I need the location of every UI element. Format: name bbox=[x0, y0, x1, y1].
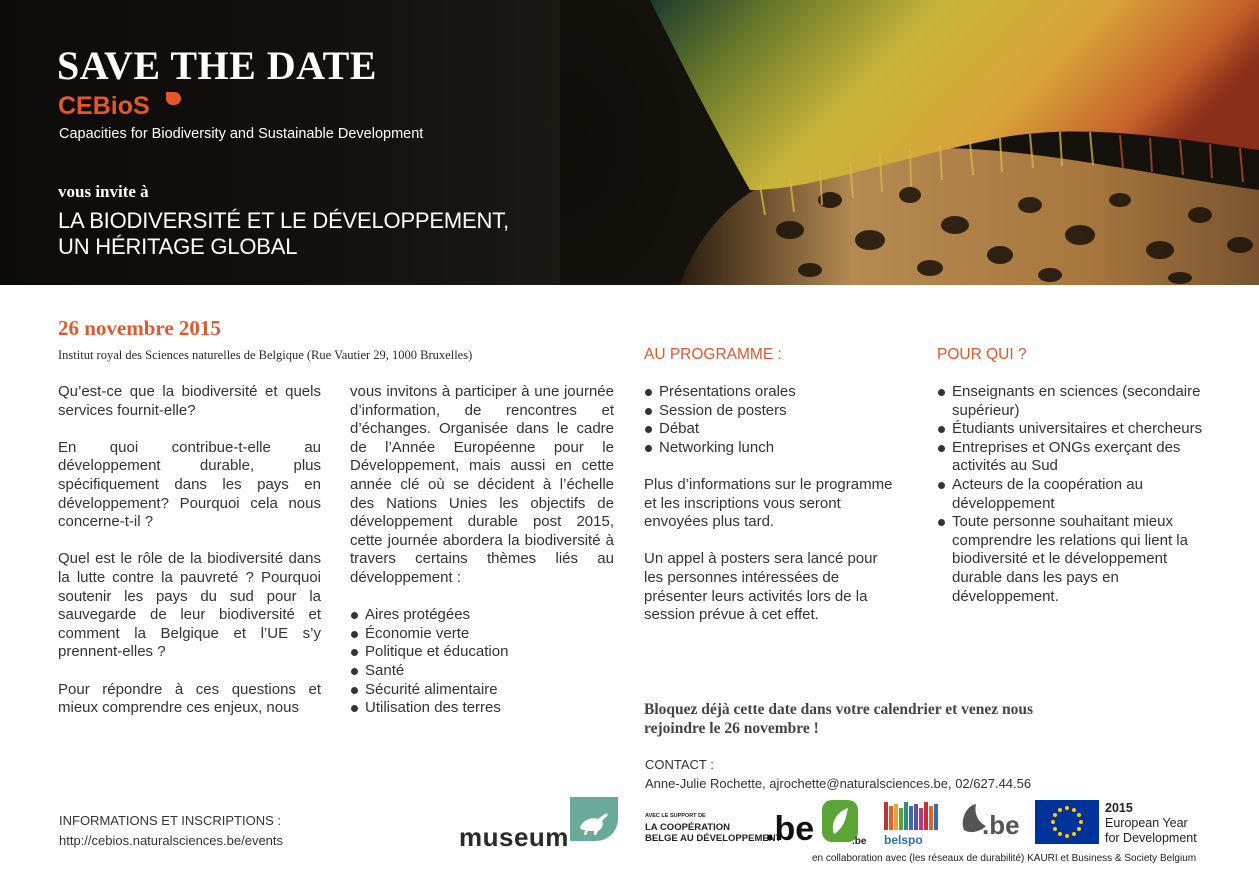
list-item: Étudiants universitaires et chercheurs bbox=[937, 420, 1207, 439]
event-title-line1: LA BIODIVERSITÉ ET LE DÉVELOPPEMENT, bbox=[58, 208, 509, 233]
list-item: Toute personne souhaitant mieux comprendre les relations qui lient la biodiversité et le développement durable dans les pays en développement. bbox=[937, 513, 1207, 606]
list-item: Utilisation des terres bbox=[350, 699, 614, 718]
eu-line1: European Year bbox=[1105, 816, 1188, 830]
audience-list bbox=[937, 383, 1207, 606]
eu-year-logo bbox=[1105, 801, 1197, 846]
contact-details: Anne-Julie Rochette, ajrochette@naturalsciences.be, 02/627.44.56 bbox=[645, 776, 1032, 791]
event-title-line2: UN HÉRITAGE GLOBAL bbox=[58, 234, 298, 259]
themes-list bbox=[350, 606, 614, 718]
list-item: Entreprises et ONGs exerçant des activités au Sud bbox=[937, 439, 1207, 476]
museum-dinosaur-icon bbox=[570, 797, 618, 841]
programme-note: Un appel à posters sera lancé pour les personnes intéressées de présenter leurs activités lors de la session prévue à cet effet. bbox=[644, 550, 878, 624]
green-be-label: .be bbox=[852, 836, 866, 846]
list-item: Aires protégées bbox=[350, 606, 614, 625]
call-to-action: Bloquez déjà cette date dans votre calendrier et venez nous rejoindre le 26 novembre ! bbox=[644, 701, 1034, 737]
belspo-bars-icon bbox=[884, 802, 940, 846]
list-item: Session de posters bbox=[644, 402, 899, 421]
programme-column bbox=[644, 383, 899, 643]
belspo-label: belspo bbox=[884, 833, 923, 846]
list-item: Sécurité alimentaire bbox=[350, 681, 614, 700]
wallonia-be-label: .be bbox=[982, 810, 1020, 840]
cebios-tagline: Capacities for Biodiversity and Sustainable Development bbox=[59, 126, 424, 142]
invite-text: vous invite à bbox=[58, 182, 149, 201]
event-title bbox=[58, 208, 509, 260]
audience-heading: POUR QUI ? bbox=[937, 346, 1027, 363]
programme-heading: AU PROGRAMME : bbox=[644, 346, 782, 363]
list-item: Networking lunch bbox=[644, 439, 899, 458]
info-url-link[interactable]: http://cebios.naturalsciences.be/events bbox=[59, 833, 284, 848]
save-the-date-title: SAVE THE DATE bbox=[57, 43, 377, 88]
programme-note: Plus d’informations sur le programme et les inscriptions vous seront envoyées plus tard. bbox=[644, 475, 893, 531]
list-item: Santé bbox=[350, 662, 614, 681]
audience-column bbox=[937, 383, 1207, 606]
list-item: Politique et éducation bbox=[350, 643, 614, 662]
coop-support-label: AVEC LE SUPPORT DE bbox=[645, 813, 706, 819]
header-banner bbox=[0, 0, 1259, 285]
event-venue: Institut royal des Sciences naturelles de Belgique (Rue Vautier 29, 1000 Bruxelles) bbox=[58, 348, 473, 362]
eu-line2: for Development bbox=[1105, 831, 1197, 845]
leopard-fabric-image bbox=[560, 0, 1259, 285]
event-date: 26 novembre 2015 bbox=[58, 316, 221, 340]
coop-logo-text bbox=[645, 822, 781, 844]
info-label: INFORMATIONS ET INSCRIPTIONS : bbox=[59, 813, 281, 828]
green-leaf-be-icon bbox=[820, 800, 866, 846]
be-logo: .be bbox=[765, 810, 815, 848]
museum-logo: museum bbox=[459, 822, 569, 852]
contact-label: CONTACT : bbox=[645, 757, 714, 772]
intro-paragraph: Quel est le rôle de la biodiversité dans la lutte contre la pauvreté ? Pourquoi soutenir les pays du sud pour la sauvegarde de leur biodiversité et comment la Belgique et l’UE s’y prennent-elles ? bbox=[58, 550, 321, 661]
intro-paragraph: vous invitons à participer à une journée d’information, de rencontres et d’échanges. Organisée dans le cadre de l’Année Européenne pour le Développement, mais aussi en cette année clé où se décident à l’échelle des Nations Unies les objectifs de développement durable post 2015, cette journée abordera la biodiversité à travers certains thèmes liés au développement : bbox=[350, 383, 614, 586]
list-item: Économie verte bbox=[350, 625, 614, 644]
intro-column-1 bbox=[58, 383, 321, 718]
wallonia-be-icon bbox=[958, 800, 1022, 844]
list-item: Débat bbox=[644, 420, 899, 439]
intro-paragraph: En quoi contribue-t-elle au développement durable, plus spécifiquement dans les pays en développement? Pourquoi cela nous concerne-t-il ? bbox=[58, 438, 321, 531]
list-item: Acteurs de la coopération au développement bbox=[937, 476, 1207, 513]
programme-list bbox=[644, 383, 899, 457]
cebios-logo: CEBioS bbox=[58, 92, 150, 120]
cebios-logo-dot bbox=[166, 92, 181, 105]
eu-flag-icon bbox=[1035, 800, 1099, 844]
eu-year: 2015 bbox=[1105, 801, 1133, 815]
intro-column-2 bbox=[350, 383, 614, 718]
intro-paragraph: Qu’est-ce que la biodiversité et quels services fournit-elle? bbox=[58, 383, 321, 419]
collaboration-note: en collaboration avec (les réseaux de durabilité) KAURI et Business & Society Belgium bbox=[812, 853, 1197, 864]
coop-line1: LA COOPÉRATION bbox=[645, 822, 730, 833]
intro-paragraph: Pour répondre à ces questions et mieux comprendre ces enjeux, nous bbox=[58, 680, 321, 717]
list-item: Présentations orales bbox=[644, 383, 899, 402]
list-item: Enseignants en sciences (secondaire supérieur) bbox=[937, 383, 1207, 420]
coop-line2: BELGE AU DÉVELOPPEMENT bbox=[645, 833, 782, 844]
